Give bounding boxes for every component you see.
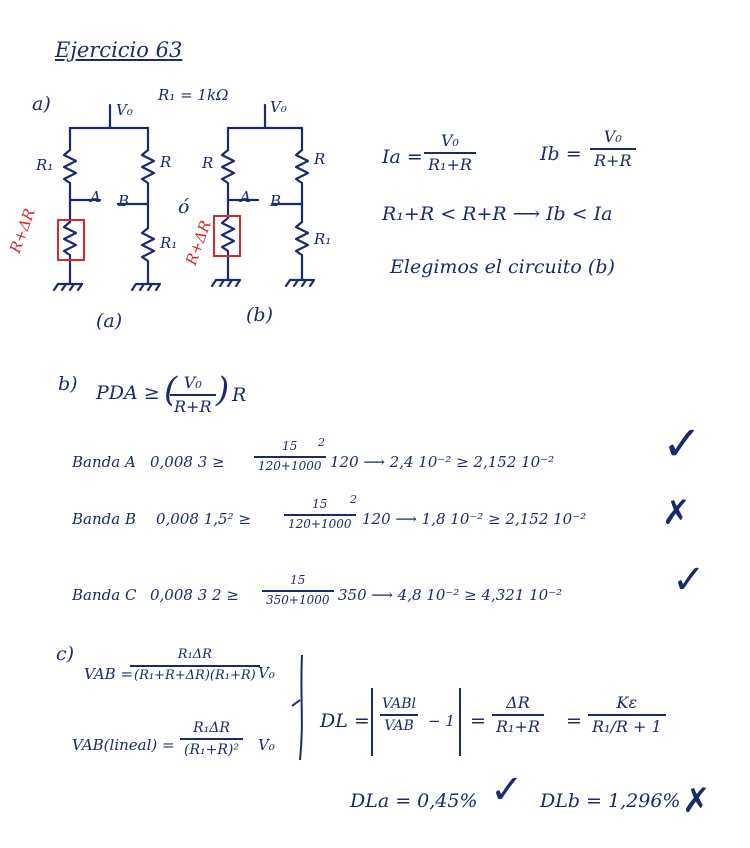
- band-c-values: 0,008 3 2 ≥: [150, 586, 239, 604]
- r1-label-a2: R₁: [160, 234, 178, 252]
- vab-rhs: V₀: [258, 664, 275, 682]
- r1-value: R₁ = 1kΩ: [158, 86, 229, 104]
- band-a-den: 120+1000: [254, 456, 326, 474]
- band-b-rhs: 120 ⟶ 1,8 10⁻² ≥ 2,152 10⁻²: [362, 510, 587, 528]
- dl-den: VAB: [380, 714, 418, 734]
- ib-lhs: Ib =: [540, 143, 582, 165]
- ia-lhs: Ia =: [382, 146, 423, 168]
- vab-lineal-lhs: VAB(lineal) =: [72, 736, 175, 754]
- band-c-rhs: 350 ⟶ 4,8 10⁻² ≥ 4,321 10⁻²: [338, 586, 563, 604]
- ia-den: R₁+R: [424, 152, 476, 174]
- vo-label-a: V₀: [116, 101, 133, 119]
- dl-mid: − 1: [428, 712, 455, 730]
- vab-num: R₁ΔR: [177, 647, 212, 662]
- exercise-title: Ejercicio 63: [55, 38, 183, 62]
- caption-a: (a): [96, 310, 123, 332]
- band-c-num: 15: [290, 573, 306, 587]
- vo-label-b: V₀: [270, 98, 287, 116]
- band-b-pow: 2: [350, 493, 357, 506]
- band-a-values: 0,008 3 ≥: [150, 453, 225, 471]
- power-condition-rhs: R: [232, 384, 247, 406]
- band-a-check-icon: ✓: [662, 416, 703, 472]
- part-a-label: a): [32, 93, 51, 115]
- power-condition-paren-close: ): [216, 370, 230, 410]
- ib-num: V₀: [603, 127, 622, 146]
- node-a-a: A: [90, 188, 101, 206]
- band-b-values: 0,008 1,5² ≥: [156, 510, 251, 528]
- ia-num: V₀: [440, 131, 459, 150]
- part-c-label: c): [56, 643, 75, 665]
- vab-den: (R₁+R+ΔR)(R₁+R): [130, 665, 260, 684]
- dl-num: VABl: [382, 696, 417, 712]
- r1-label-a: R₁: [36, 156, 54, 174]
- sensor-label-a: R+ΔR: [6, 206, 39, 256]
- dl-fraction: [378, 696, 420, 734]
- vlin-num: R₁ΔR: [193, 720, 230, 736]
- band-b-den: 120+1000: [284, 514, 356, 532]
- band-a-rhs: 120 ⟶ 2,4 10⁻² ≥ 2,152 10⁻²: [330, 453, 555, 471]
- node-a-b: A: [240, 188, 251, 206]
- node-b-a: B: [118, 192, 130, 210]
- r-label-a: R: [160, 153, 172, 171]
- band-c-den: 350+1000: [262, 590, 334, 608]
- band-a-name: Banda A: [72, 453, 136, 471]
- part-b-label: b): [58, 373, 78, 395]
- circuit-choice: Elegimos el circuito (b): [390, 256, 615, 278]
- sensor-label-b: R+ΔR: [182, 218, 215, 268]
- ib-den: R+R: [590, 148, 636, 170]
- dl-lhs: DL =: [320, 710, 370, 732]
- dl-eq1-den: R₁+R: [492, 714, 544, 736]
- dla-result: DLa = 0,45%: [350, 790, 478, 812]
- dlb-result: DLb = 1,296%: [540, 790, 681, 812]
- r1-label-b: R₁: [314, 230, 332, 248]
- vab-lhs: VAB =: [84, 665, 134, 683]
- band-b-cross-icon: ✗: [662, 493, 691, 533]
- band-a-pow: 2: [318, 436, 325, 449]
- dl-eq1-num: ΔR: [506, 693, 530, 712]
- dl-eq2-fraction: [588, 694, 666, 737]
- caption-b: (b): [246, 304, 273, 326]
- band-b-name: Banda B: [72, 510, 136, 528]
- node-b-b: B: [270, 192, 282, 210]
- r-label-b-right: R: [314, 150, 326, 168]
- dl-eq2-den: R₁/R + 1: [588, 714, 666, 736]
- dl-eq1-fraction: [492, 694, 544, 737]
- vab-lineal-rhs: V₀: [258, 736, 275, 754]
- dl-eq2: =: [566, 710, 582, 732]
- band-b-num: 15: [312, 497, 328, 511]
- dla-check-icon: ✓: [490, 767, 524, 813]
- current-inequality: R₁+R < R+R ⟶ Ib < Ia: [382, 203, 613, 225]
- cond-den: R+R: [170, 394, 216, 416]
- cond-num: V₀: [183, 373, 202, 392]
- power-condition-lhs: PDA ≥: [96, 382, 160, 404]
- dl-eq1: =: [470, 710, 486, 732]
- power-condition-paren: (: [164, 370, 178, 410]
- band-a-num: 15: [282, 439, 298, 453]
- or-label: ó: [178, 196, 190, 218]
- band-c-name: Banda C: [72, 586, 137, 604]
- dl-eq2-num: Kε: [616, 693, 638, 712]
- band-c-check-icon: ✓: [672, 557, 706, 603]
- dlb-cross-icon: ✗: [682, 781, 711, 821]
- vlin-den: (R₁+R)²: [180, 738, 243, 758]
- r-label-b-left: R: [202, 154, 214, 172]
